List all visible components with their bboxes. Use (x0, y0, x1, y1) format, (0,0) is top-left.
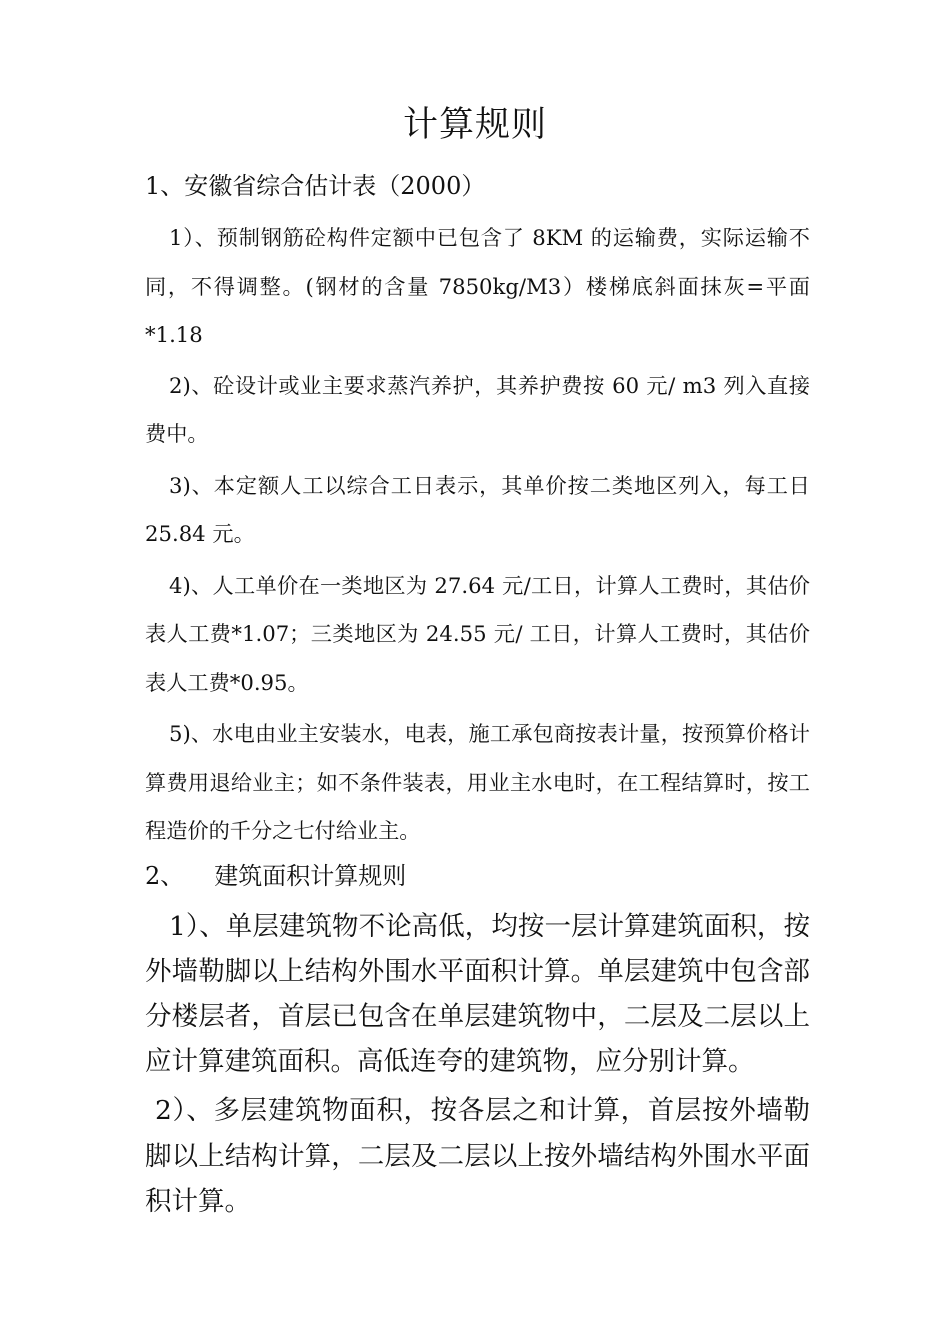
section-1-item-2: 2)、砼设计或业主要求蒸汽养护，其养护费按 60 元/ m3 列入直接费中。 (145, 372, 810, 446)
document-body (145, 164, 810, 1224)
section-1-item-1: 1）、预制钢筋砼构件定额中已包含了 8KM 的运输费，实际运输不同，不得调整。(钢材的含量 7850kg/M3）楼梯底斜面抹灰=平面*1.18 (145, 225, 810, 347)
section-2-item-1: 1）、单层建筑物不论高低，均按一层计算建筑面积，按外墙勒脚以上结构外围水平面积计算。单层建筑中包含部分楼层者，首层已包含在单层建筑物中，二层及二层以上应计算建筑面积。高低连夸的建筑物，应分别计算。 (145, 910, 810, 1078)
section-2-heading (145, 854, 810, 898)
section-2-title: 建筑面积计算规则 (214, 861, 407, 890)
section-1-item-3: 3)、本定额人工以综合工日表示，其单价按二类地区列入，每工日 25.84 元。 (145, 472, 810, 546)
section-1-item-4: 4)、人工单价在一类地区为 27.64 元/工日，计算人工费时，其估价表人工费*1.07；三类地区为 24.55 元/ 工日，计算人工费时，其估价表人工费*0.95。 (145, 572, 810, 695)
section-2-number: 2、 (145, 861, 185, 890)
section-1-item-5: 5)、水电由业主安装水，电表，施工承包商按表计量，按预算价格计算费用退给业主；如不条件装表，用业主水电时，在工程结算时，按工程造价的千分之七付给业主。 (145, 721, 810, 843)
page-title: 计算规则 (402, 105, 547, 145)
section-1-heading: 1、安徽省综合估计表（2000） (145, 172, 486, 200)
section-2-item-2: 2）、多层建筑物面积，按各层之和计算，首层按外墙勒脚以上结构计算，二层及二层以上按外墙结构外围水平面积计算。 (145, 1095, 810, 1217)
